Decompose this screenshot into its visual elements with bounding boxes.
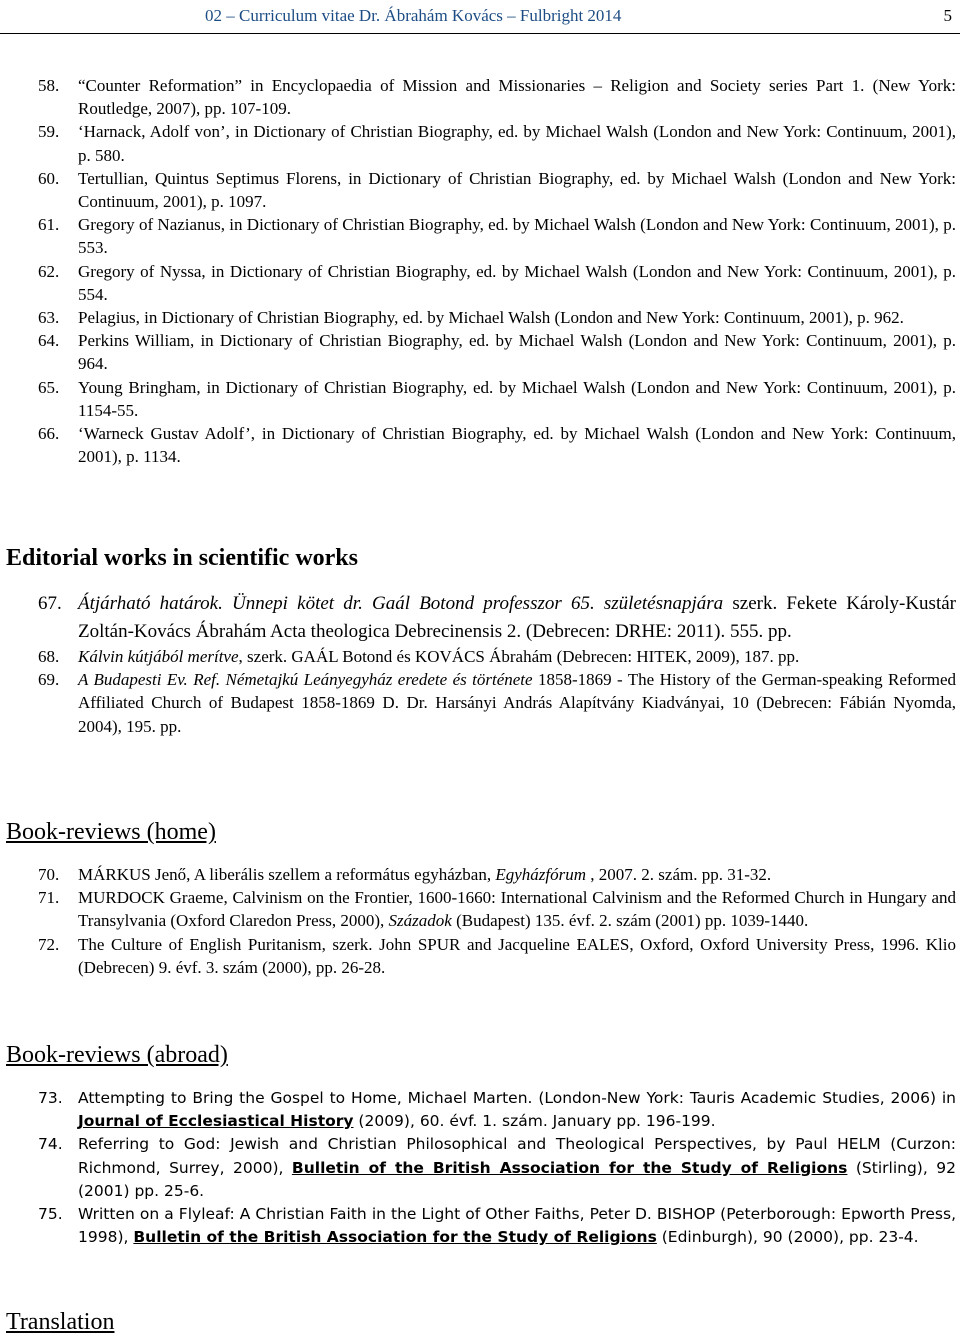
item-text <box>78 668 956 738</box>
item-text: Tertullian, Quintus Septimus Florens, in Dictionary of Christian Biography, ed. by Michael Walsh (London and New York: Continuum, 2001), p. 1097. <box>78 168 956 212</box>
journal-link[interactable]: Bulletin of the British Association for the Study of Religions <box>133 1228 657 1247</box>
journal-link[interactable]: Journal of Ecclesiastical History <box>78 1112 354 1131</box>
list-item <box>38 863 956 886</box>
item-text <box>78 590 956 645</box>
item-text <box>78 1133 956 1203</box>
item-number: 62. <box>38 261 60 281</box>
list-item <box>38 74 956 120</box>
list-item <box>38 260 956 306</box>
item-journal: Századok <box>388 911 452 931</box>
book-reviews-home-list <box>38 863 956 979</box>
item-number: 59. <box>38 122 60 142</box>
section-heading-book-reviews-abroad: Book-reviews (abroad) <box>6 1042 228 1068</box>
item-text <box>78 886 956 932</box>
list-item <box>38 645 956 668</box>
item-number: 68. <box>38 647 60 666</box>
item-text: Pelagius, in Dictionary of Christian Biography, ed. by Michael Walsh (London and New York: Continuum, 2001), p. 962. <box>78 308 904 328</box>
item-number: 71. <box>38 888 60 908</box>
item-number: 65. <box>38 377 60 397</box>
page-header <box>0 5 960 27</box>
item-text <box>78 863 956 886</box>
item-text-before: Referring to God: Jewish and Christian Philosophical and Theological Perspectives, by Paul HELM (Curzon: Richmond, Surrey, 2000), <box>78 1135 956 1177</box>
list-item <box>38 213 956 259</box>
list-item <box>38 120 956 166</box>
item-number: 67. <box>38 593 62 614</box>
item-title: Kálvin kútjából merítve <box>78 647 239 666</box>
item-text-before: Written on a Flyleaf: A Christian Faith in the Light of Other Faiths, Peter D. BISHOP (Peterborough: Epworth Press, 1998), <box>78 1205 956 1247</box>
list-item <box>38 933 956 979</box>
item-text-before: MURDOCK Graeme, Calvinism on the Frontier, 1600-1660: International Calvinism and the Reformed Church in Hungary and Transylvania (Oxford Claredon Press, 2000), <box>78 888 956 931</box>
item-details: szerk. Fekete Károly-Kustár Zoltán-Kovács Ábrahám Acta theologica Debrecinensis 2. (Debrecen: DRHE: 2011). 555. pp. <box>78 593 956 642</box>
item-text: Young Bringham, in Dictionary of Christian Biography, ed. by Michael Walsh (London and New York: Continuum, 2001), p. 1154-55. <box>78 377 956 420</box>
item-number: 74. <box>38 1135 63 1154</box>
list-item <box>38 1203 956 1249</box>
item-text: ‘Warneck Gustav Adolf’, in Dictionary of Christian Biography, ed. by Michael Walsh (London and New York: Continuum, 2001), p. 1134. <box>78 424 956 467</box>
list-item <box>38 329 956 375</box>
item-text-after: (Budapest) 135. évf. 2. szám (2001) pp. 1039-1440. <box>451 911 809 931</box>
item-text: Perkins William, in Dictionary of Christian Biography, ed. by Michael Walsh (London and New York: Continuum, 2001), p. 964. <box>78 331 956 374</box>
section-heading-translation: Translation <box>6 1309 115 1335</box>
section-heading-book-reviews-home: Book-reviews (home) <box>6 819 216 845</box>
item-number: 60. <box>38 168 60 188</box>
item-number: 64. <box>38 331 60 351</box>
item-details: , szerk. GAÁL Botond és KOVÁCS Ábrahám (Debrecen: HITEK, 2009), 187. pp. <box>238 647 800 666</box>
item-number: 69. <box>38 670 60 690</box>
list-item <box>38 886 956 932</box>
book-reviews-abroad-list <box>38 1087 956 1249</box>
list-item <box>38 668 956 738</box>
list-item <box>38 376 956 422</box>
item-text-before: The Culture of English Puritanism, szerk. John SPUR and Jacqueline EALES, Oxford, Oxford University Press, 1996. Klio (Debrecen) 9. évf. 3. szám (2000), pp. 26-28. <box>78 934 956 977</box>
item-details: 1858-1869 - The History of the German-speaking Reformed Affiliated Church of Budapest 1858-1869 D. Dr. Harsányi András Alapítvány Kiadványai, 10 (Debrecen: Fábián Nyomda, 2004), 195. pp. <box>78 670 956 736</box>
item-journal: Egyházfórum <box>495 865 587 884</box>
item-text-before: Attempting to Bring the Gospel to Home, Michael Marten. (London-New York: Tauris Academic Studies, 2006) in <box>78 1089 956 1107</box>
item-text <box>78 1203 956 1249</box>
header-divider <box>0 33 960 34</box>
item-text-before: MÁRKUS Jenő, A liberális szellem a református egyházban, <box>78 865 496 884</box>
item-text <box>78 1087 956 1133</box>
item-text-after: , 2007. 2. szám. pp. 31-32. <box>586 865 772 884</box>
item-number: 61. <box>38 215 60 235</box>
item-title: A Budapesti Ev. Ref. Németajkú Leányegyház eredete és története <box>78 670 533 690</box>
item-number: 73. <box>38 1089 63 1107</box>
journal-link[interactable]: Bulletin of the British Association for the Study of Religions <box>291 1158 848 1177</box>
section-heading-editorial: Editorial works in scientific works <box>6 545 358 571</box>
list-item <box>38 1087 956 1133</box>
list-item <box>38 422 956 468</box>
item-text-after: (Stirling), 92 (2001) pp. 25-6. <box>78 1158 956 1200</box>
item-number: 66. <box>38 424 60 444</box>
item-text: ‘Harnack, Adolf von’, in Dictionary of Christian Biography, ed. by Michael Walsh (London and New York: Continuum, 2001), p. 580. <box>78 122 956 165</box>
item-text: Gregory of Nazianus, in Dictionary of Christian Biography, ed. by Michael Walsh (London and New York: Continuum, 2001), p. 553. <box>78 215 956 258</box>
list-item <box>38 1133 956 1203</box>
item-title: Átjárható határok. Ünnepi kötet dr. Gaál Botond professzor 65. születésnapjára <box>78 593 724 614</box>
item-number: 75. <box>38 1205 63 1224</box>
page-number: 5 <box>943 6 952 25</box>
item-text <box>78 933 956 979</box>
item-number: 70. <box>38 865 60 884</box>
list-item <box>38 167 956 213</box>
header-title: 02 – Curriculum vitae Dr. Ábrahám Kovács – Fulbright 2014 <box>205 6 622 25</box>
item-number: 72. <box>38 934 60 954</box>
item-text: Gregory of Nyssa, in Dictionary of Christian Biography, ed. by Michael Walsh (London and New York: Continuum, 2001), p. 554. <box>78 261 956 304</box>
list-item <box>38 590 956 645</box>
item-text <box>78 645 956 668</box>
encyclopedia-entries-list <box>38 74 956 468</box>
list-item <box>38 306 956 329</box>
item-text-after: (Edinburgh), 90 (2000), pp. 23-4. <box>656 1228 919 1247</box>
item-number: 63. <box>38 308 60 328</box>
editorial-works-list <box>38 590 956 738</box>
item-text: “Counter Reformation” in Encyclopaedia of Mission and Missionaries – Religion and Society series Part 1. (New York: Routledge, 2007), pp. 107-109. <box>78 76 956 119</box>
item-number: 58. <box>38 76 60 95</box>
item-text-after: (2009), 60. évf. 1. szám. January pp. 196-199. <box>353 1112 716 1131</box>
